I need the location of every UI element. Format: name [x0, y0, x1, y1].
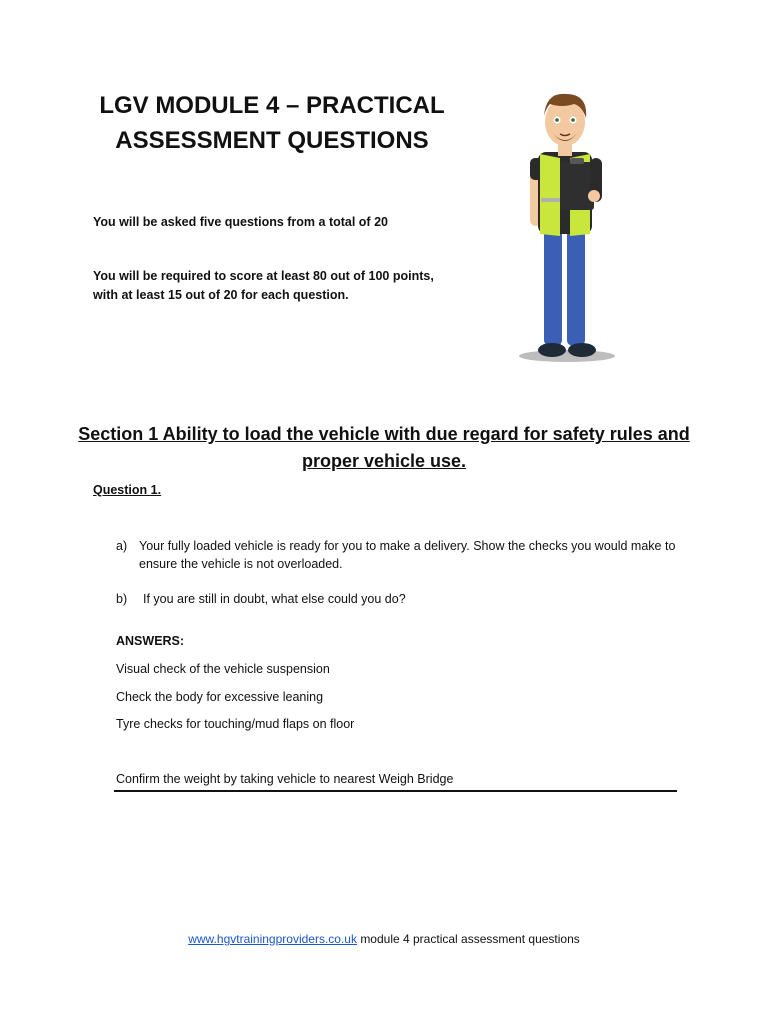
footer-text: module 4 practical assessment questions [360, 932, 580, 946]
question-text: If you are still in doubt, what else could you do? [143, 592, 406, 606]
question-label: Question 1. [93, 483, 162, 497]
question-letter: b) [116, 592, 128, 606]
driver-with-clipboard-icon [510, 88, 620, 370]
question-letter: a) [116, 539, 128, 553]
answer-item: Visual check of the vehicle suspension [116, 662, 330, 676]
answer-item: Tyre checks for touching/mud flaps on floor [116, 717, 355, 731]
question-item-b [0, 590, 768, 610]
intro-line-questions: You will be asked five questions from a total of 20 [93, 215, 388, 229]
divider-line [114, 790, 677, 792]
footer-link[interactable]: www.hgvtrainingproviders.co.uk [188, 932, 357, 946]
section-heading: Section 1 Ability to load the vehicle with due regard for safety rules and proper vehicle use. [78, 424, 690, 471]
answers-label: ANSWERS: [116, 634, 185, 648]
answer-item: Confirm the weight by taking vehicle to nearest Weigh Bridge [116, 772, 454, 786]
intro-line-score: You will be required to score at least 80 out of 100 points, with at least 15 out of 20 for each question. [93, 269, 434, 302]
footer [0, 932, 768, 946]
page-title: LGV MODULE 4 – PRACTICAL ASSESSMENT QUESTIONS [99, 92, 445, 154]
answer-item: Check the body for excessive leaning [116, 690, 324, 704]
question-item-a [0, 537, 768, 577]
question-text: Your fully loaded vehicle is ready for you to make a delivery. Show the checks you would make to ensure the vehicle is not overloaded. [139, 539, 676, 571]
